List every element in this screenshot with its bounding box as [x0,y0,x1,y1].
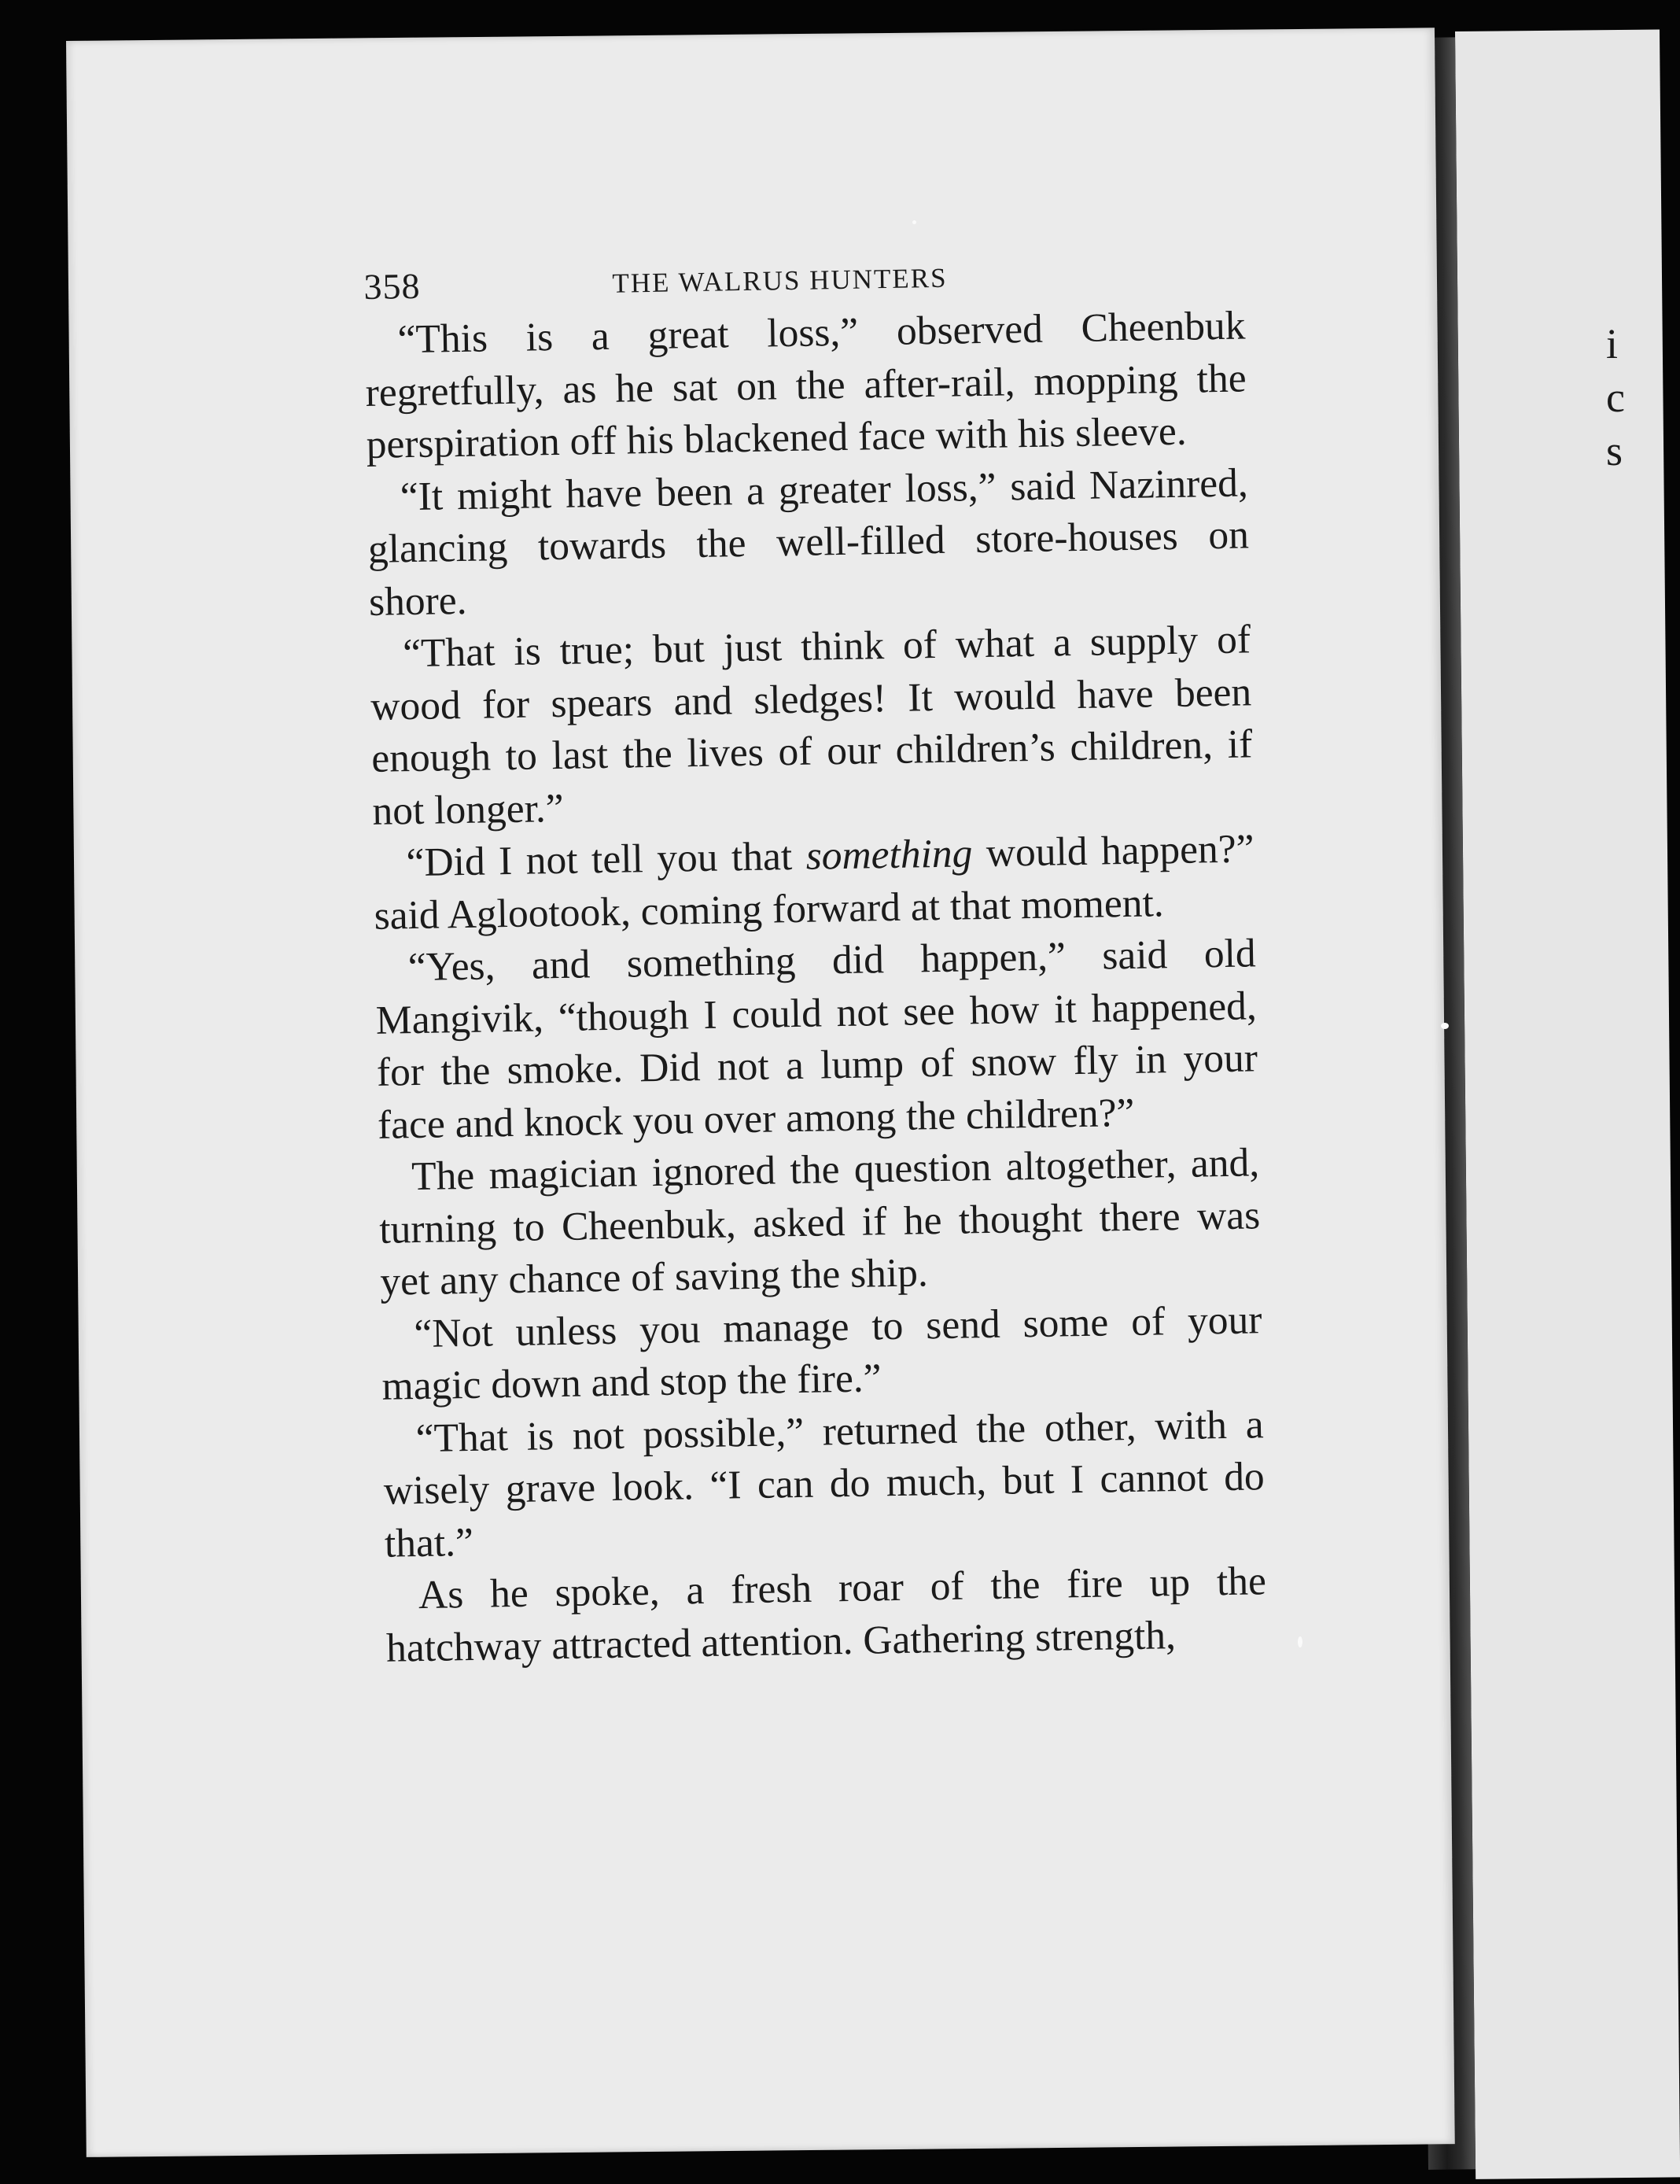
running-head: THE WALRUS HUNTERS [612,262,948,299]
scan-speck [912,220,916,224]
emphasis-text: something [805,831,973,879]
page-number: 358 [363,265,421,307]
facing-page [1455,30,1680,2179]
paragraph: As he spoke, a fresh roar of the fire up the hatchway attracted attention. Gathering strength, [385,1559,1267,1671]
facing-page-fragment: i [1606,320,1619,367]
paragraph: “That is not possible,” returned the other, with a wisely grave look. “I can do much, but I cannot do that.” [383,1401,1266,1566]
paragraph: The magician ignored the question altogether, and, turning to Cheenbuk, asked if he thought there was yet any chance of saving the ship. [378,1140,1261,1304]
facing-page-fragment: c [1606,374,1625,421]
paragraph: “Did I not tell you that something would happen?” said Aglootook, coming forward at that moment. [374,826,1254,939]
page-text [363,251,1268,1674]
scan-speck [1298,1636,1302,1647]
paragraph: “This is a great loss,” observed Cheenbuk regretfully, as he sat on the after-rail, mopping the perspiration off his blackened face with his sleeve. [365,303,1247,467]
scan-speck [1441,1023,1449,1029]
paragraph: “That is true; but just think of what a supply of wood for spears and sledges! It would have been enough to last the lives of our children’s children, if not longer.” [370,617,1253,834]
paragraph: “Not unless you manage to send some of your magic down and stop the fire.” [381,1297,1262,1409]
paragraph: “Yes, and something did happen,” said old Mangivik, “though I could not see how it happened, for the smoke. Did not a lump of snow fly in your face and knock you over among the children?” [375,931,1258,1148]
facing-page-fragment: s [1606,427,1623,474]
paragraph: “It might have been a greater loss,” said Nazinred, glancing towards the well-filled store-houses on shore. [367,459,1250,625]
